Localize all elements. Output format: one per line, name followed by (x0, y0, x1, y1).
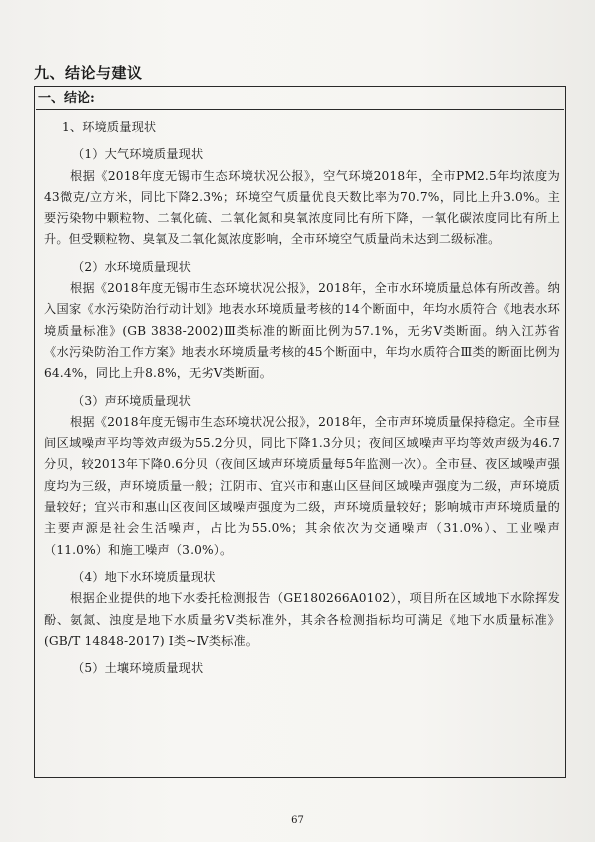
heading-soil-quality: （5）土壤环境质量现状 (72, 661, 204, 676)
paragraph-noise-quality: 根据《2018年度无锡市生态环境状况公报》，2018年，全市声环境质量保持稳定。全市昼间区域噪声平均等效声级为55.2分贝，同比下降1.3分贝；夜间区域噪声平均等效声级为46.7分贝，较2013年下降0.6分贝（夜间区域声环境质量每5年监测一次）。全市昼、夜区域噪声强度均为三级，声环境质量一般；江阴市、宜兴市和惠山区昼间区域噪声强度为二级，声环境质量较好；宜兴市和惠山区夜间区域噪声强度为二级，声环境质量较好；影响城市声环境质量的主要声源是社会生活噪声，占比为55.0%；其余依次为交通噪声（31.0%）、工业噪声（11.0%）和施工噪声（3.0%）。 (44, 414, 560, 557)
heading-noise-quality: （3）声环境质量现状 (72, 393, 191, 408)
section-title: 九、结论与建议 (34, 64, 143, 82)
heading-environment-status: 1、环境质量现状 (62, 120, 157, 134)
heading-water-quality: （2）水环境质量现状 (72, 259, 191, 274)
paragraph-air-quality: 根据《2018年度无锡市生态环境状况公报》，空气环境2018年，全市PM2.5年均浓度为43微克/立方米，同比下降2.3%；环境空气质量优良天数比率为70.7%，同比上升3.0%。主要污染物中颗粒物、二氧化硫、二氧化氮和臭氧浓度同比有所下降，一氧化碳浓度同比有所上升。但受颗粒物、臭氧及二氧化氮浓度影响，全市环境空气质量尚未达到二级标准。 (44, 168, 560, 247)
conclusion-heading: 一、结论: (36, 88, 564, 110)
page-number: 67 (291, 815, 304, 826)
heading-air-quality: （1）大气环境质量现状 (72, 147, 204, 162)
paragraph-groundwater-quality: 根据企业提供的地下水委托检测报告（GE180266A0102），项目所在区域地下水除挥发酚、氨氮、浊度是地下水质量劣Ⅴ类标准外，其余各检测指标均可满足《地下水质量标准》(GB/T 14848-2017) Ⅰ类~Ⅳ类标准。 (44, 591, 560, 648)
paragraph-water-quality: 根据《2018年度无锡市生态环境状况公报》，2018年，全市水环境质量总体有所改善。纳入国家《水污染防治行动计划》地表水环境质量考核的14个断面中，年均水质符合《地表水环境质量标准》(GB 3838-2002)Ⅲ类标准的断面比例为57.1%，无劣Ⅴ类断面。纳入江苏省《水污染防治工作方案》地表水环境质量考核的45个断面中，年均水质符合Ⅲ类的断面比例为64.4%，同比上升8.8%，无劣Ⅴ类断面。 (44, 281, 560, 381)
heading-groundwater-quality: （4）地下水环境质量现状 (72, 569, 216, 584)
conclusion-content (44, 116, 560, 679)
